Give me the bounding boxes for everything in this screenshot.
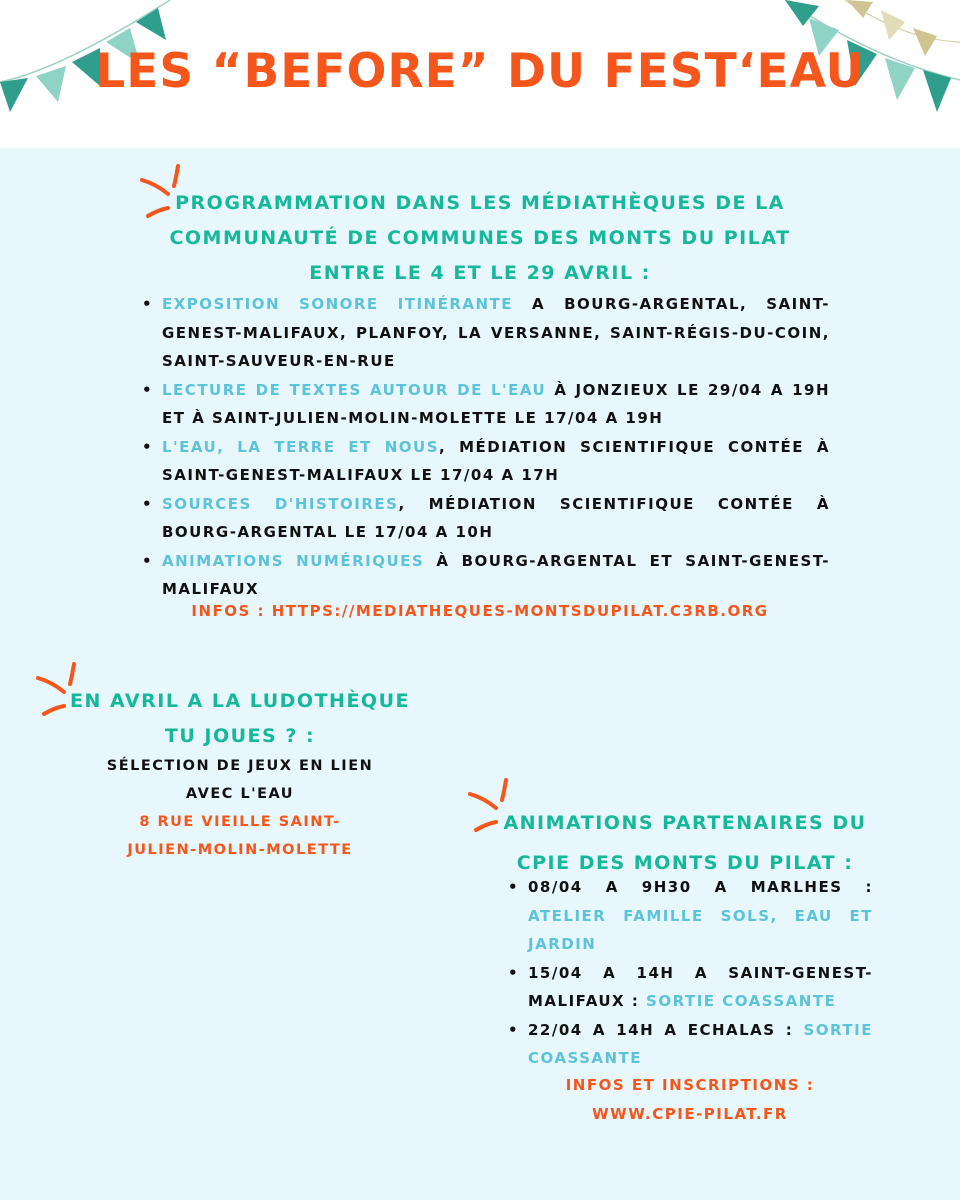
item-text: 08/04 A 9H30 A MARLHES : [528, 878, 873, 896]
item-text: À BOURG-ARGENTAL ET SAINT-GENEST-MALIFAUX [162, 551, 831, 598]
item-text: , MÉDIATION SCIENTIFIQUE CONTÉE À SAINT-GENEST-MALIFAUX LE 17/04 A 17H [162, 437, 830, 484]
ludotheque-address: 8 RUE VIEILLE SAINT-JULIEN-MOLIN-MOLETTE [127, 814, 353, 858]
header [0, 0, 960, 148]
item-text: , MÉDIATION SCIENTIFIQUE CONTÉE À BOURG-ARGENTAL LE 17/04 A 10H [162, 494, 830, 541]
mediatheques-heading: PROGRAMMATION DANS LES MÉDIATHÈQUES DE LA COMMUNAUTÉ DE COMMUNES DES MONTS DU PILAT ENTRE LE 4 ET LE 29 AVRIL : [169, 192, 791, 284]
list-item [508, 873, 873, 959]
page-title: LES “BEFORE” DU FEST‘EAU [95, 44, 865, 99]
item-text: 22/04 A 14H A ECHALAS : [528, 1020, 804, 1039]
cpie-infos [500, 1071, 880, 1128]
ludotheque-body [55, 752, 425, 864]
mediatheques-infos-link[interactable]: INFOS : HTTPS://MEDIATHEQUES-MONTSDUPILAT.C3RB.ORG [191, 602, 769, 620]
item-highlight: EXPOSITION SONORE ITINÉRANTE [162, 295, 514, 313]
cpie-heading [490, 803, 880, 883]
item-highlight: ATELIER FAMILLE SOLS, EAU ET JARDIN [528, 906, 873, 953]
list-item [140, 433, 830, 490]
cpie-list [508, 873, 873, 1073]
item-text: À JONZIEUX LE 29/04 A 19H ET À SAINT-JULIEN-MOLIN-MOLETTE LE 17/04 A 19H [162, 380, 830, 427]
item-highlight: SORTIE COASSANTE [646, 992, 837, 1010]
item-highlight: LECTURE DE TEXTES AUTOUR DE L'EAU [162, 380, 547, 399]
mediatheques-list [140, 290, 830, 604]
ludotheque-heading-line1: EN AVRIL A LA LUDOTHÈQUE [70, 690, 410, 712]
item-highlight: ANIMATIONS NUMÉRIQUES [162, 551, 425, 570]
item-text: A BOURG-ARGENTAL, SAINT-GENEST-MALIFAUX, PLANFOY, LA VERSANNE, SAINT-RÉGIS-DU-COIN, SAINT-SAUVEUR-EN-RUE [162, 295, 831, 370]
cpie-heading-line2: CPIE DES MONTS DU PILAT : [516, 852, 854, 874]
item-text: 15/04 A 14H A SAINT-GENEST-MALIFAUX : [528, 963, 873, 1010]
cpie-heading-line1: ANIMATIONS PARTENAIRES DU [503, 812, 867, 834]
list-item [140, 376, 830, 433]
item-highlight: L'EAU, LA TERRE ET NOUS [162, 437, 440, 456]
cpie-infos-label: INFOS ET INSCRIPTIONS : [565, 1076, 815, 1094]
ludotheque-description: SÉLECTION DE JEUX EN LIEN AVEC L'EAU [106, 758, 374, 802]
list-item [508, 959, 873, 1016]
list-item [140, 290, 830, 376]
list-item [140, 547, 830, 604]
ludotheque-heading-line2: TU JOUES ? : [164, 725, 316, 747]
item-highlight: SOURCES D'HISTOIRES [162, 494, 399, 513]
list-item [140, 490, 830, 547]
item-highlight: SORTIE COASSANTE [528, 1020, 873, 1067]
list-item [508, 1016, 873, 1073]
ludotheque-heading [55, 684, 425, 754]
cpie-website-link[interactable]: WWW.CPIE-PILAT.FR [592, 1104, 788, 1123]
